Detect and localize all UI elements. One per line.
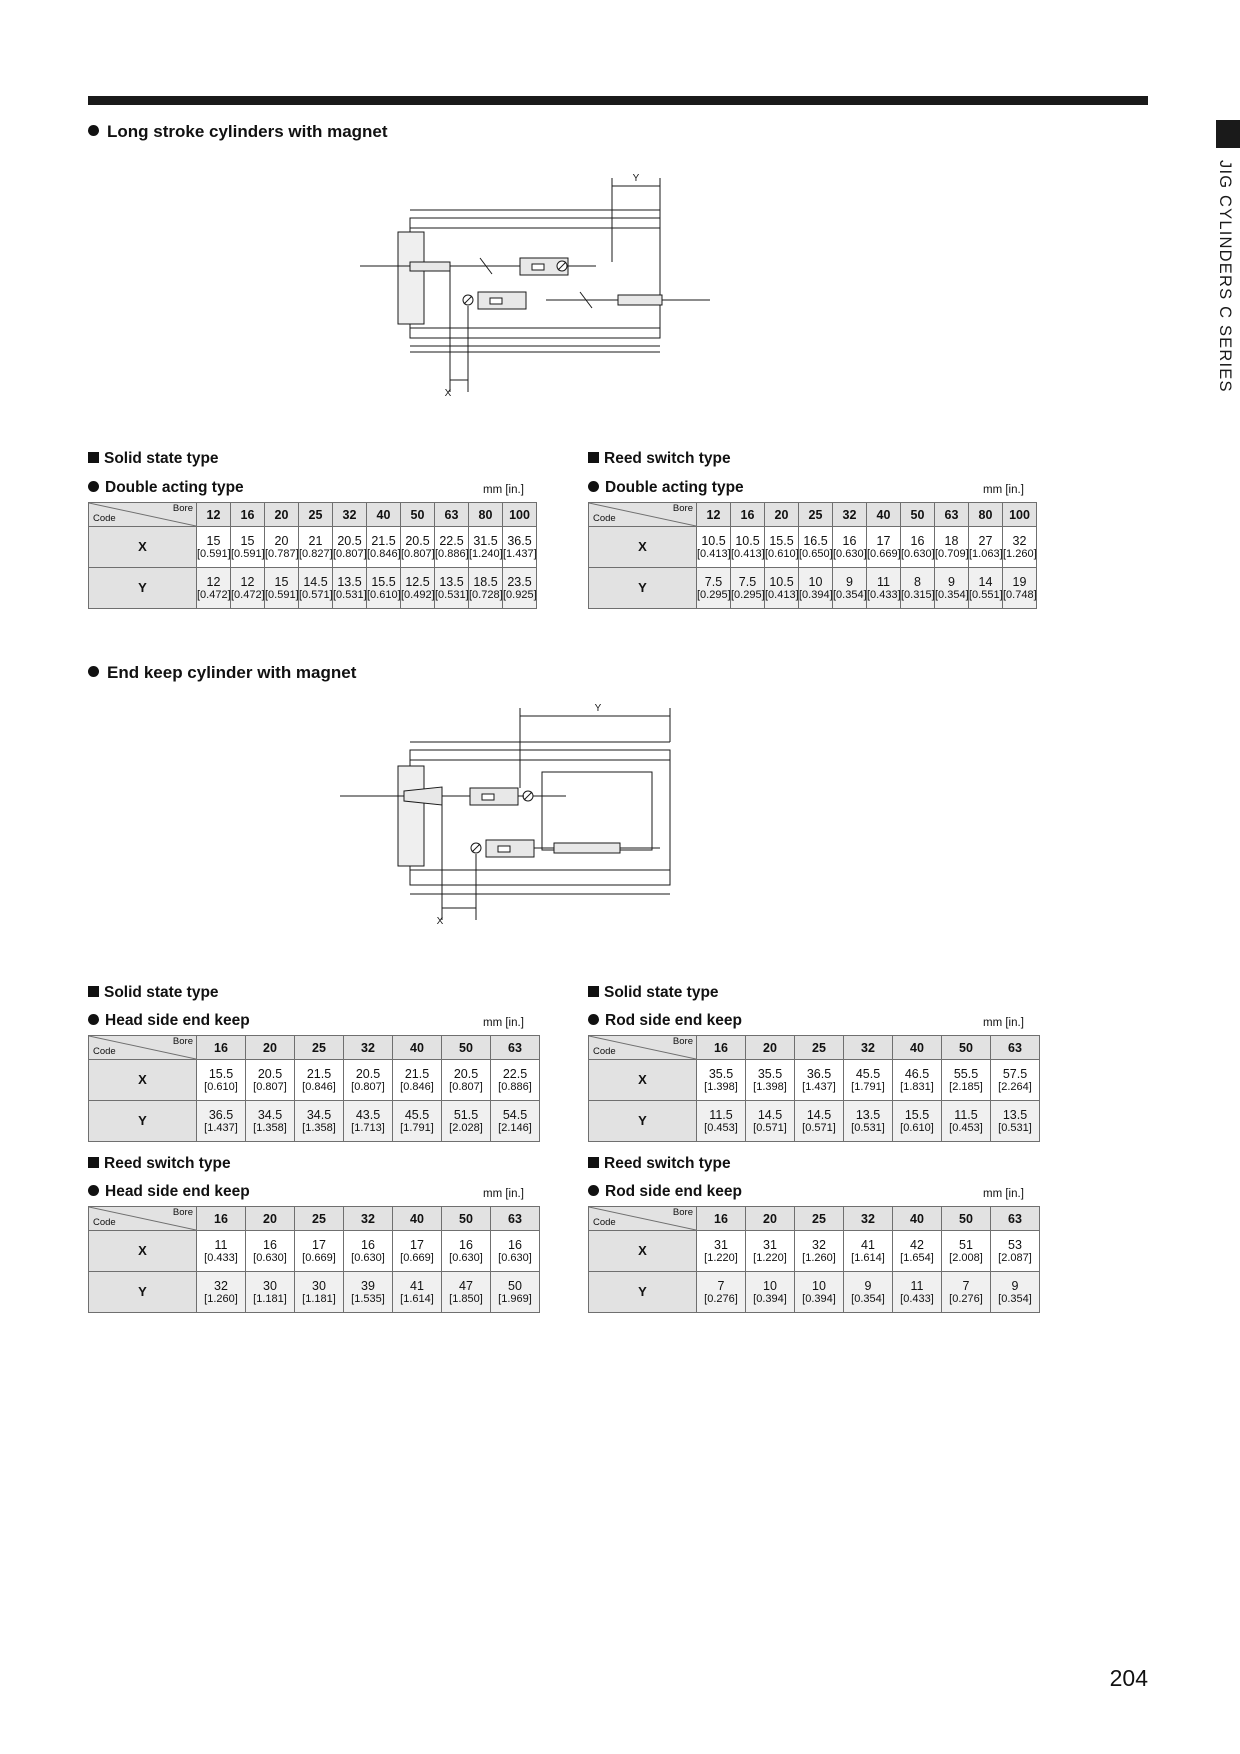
bore-header: 50 <box>401 503 435 527</box>
section-2-title: End keep cylinder with magnet <box>88 663 356 683</box>
value-cell: 35.5 [1.398] <box>746 1060 795 1101</box>
section-1-title: Long stroke cylinders with magnet <box>88 122 388 142</box>
value-cell: 11 [0.433] <box>867 568 901 609</box>
code-label: Code <box>593 1217 616 1229</box>
square-bullet-icon <box>88 1157 99 1168</box>
value-cell: 31.5 [1.240] <box>469 527 503 568</box>
value-cell: 20.5 [0.807] <box>401 527 435 568</box>
value-cell: 16 [0.630] <box>901 527 935 568</box>
value-cell: 9 [0.354] <box>935 568 969 609</box>
value-cell: 7.5 [0.295] <box>697 568 731 609</box>
bore-header: 40 <box>393 1207 442 1231</box>
bore-label: Bore <box>672 1207 693 1218</box>
value-cell: 21.5 [0.846] <box>367 527 401 568</box>
row-code: X <box>589 1060 697 1101</box>
code-label: Code <box>93 1046 116 1058</box>
bore-header: 20 <box>265 503 299 527</box>
value-cell: 8 [0.315] <box>901 568 935 609</box>
table-row <box>89 1060 540 1101</box>
value-cell: 10.5 [0.413] <box>731 527 765 568</box>
value-cell: 16.5 [0.650] <box>799 527 833 568</box>
value-cell: 10.5 [0.413] <box>697 527 731 568</box>
bore-header: 40 <box>367 503 401 527</box>
side-tab-label: JIG CYLINDERS C SERIES <box>1216 160 1234 393</box>
value-cell: 30 [1.181] <box>246 1272 295 1313</box>
value-cell: 16 [0.630] <box>833 527 867 568</box>
value-cell: 12 [0.472] <box>197 568 231 609</box>
bore-header: 63 <box>491 1036 540 1060</box>
value-cell: 11 [0.433] <box>893 1272 942 1313</box>
s1-t1-action-label: Double acting type <box>88 479 244 497</box>
value-cell: 15.5 [0.610] <box>765 527 799 568</box>
value-cell: 27 [1.063] <box>969 527 1003 568</box>
value-cell: 21.5 [0.846] <box>393 1060 442 1101</box>
value-cell: 36.5 [1.437] <box>197 1101 246 1142</box>
value-cell: 10 [0.394] <box>746 1272 795 1313</box>
table-row <box>589 1272 1040 1313</box>
value-cell: 34.5 [1.358] <box>246 1101 295 1142</box>
value-cell: 11.5 [0.453] <box>942 1101 991 1142</box>
s2-t3-unit: mm [in.] <box>483 1188 524 1200</box>
value-cell: 51 [2.008] <box>942 1231 991 1272</box>
value-cell: 18 [0.709] <box>935 527 969 568</box>
header-rule <box>88 96 1148 105</box>
table-row <box>89 568 537 609</box>
table-row <box>89 1272 540 1313</box>
value-cell: 47 [1.850] <box>442 1272 491 1313</box>
s2-t1-unit: mm [in.] <box>483 1017 524 1029</box>
bore-header: 16 <box>697 1036 746 1060</box>
value-cell: 15 [0.591] <box>265 568 299 609</box>
table-row <box>589 1231 1040 1272</box>
bore-header: 25 <box>799 503 833 527</box>
value-cell: 12.5 [0.492] <box>401 568 435 609</box>
bore-label: Bore <box>172 1207 193 1218</box>
square-bullet-icon <box>588 1157 599 1168</box>
bullet-icon <box>88 1014 99 1025</box>
value-cell: 54.5 [2.146] <box>491 1101 540 1142</box>
bore-header: 25 <box>795 1207 844 1231</box>
bore-label: Bore <box>672 1036 693 1047</box>
side-tab-marker <box>1216 120 1240 148</box>
value-cell: 42 [1.654] <box>893 1231 942 1272</box>
bore-header: 20 <box>746 1207 795 1231</box>
value-cell: 45.5 [1.791] <box>844 1060 893 1101</box>
row-code: Y <box>89 1101 197 1142</box>
dim-label-y: Y <box>594 703 602 714</box>
value-cell: 17 [0.669] <box>393 1231 442 1272</box>
bore-header: 80 <box>469 503 503 527</box>
bore-header: 32 <box>333 503 367 527</box>
s1-t1-unit: mm [in.] <box>483 484 524 496</box>
value-cell: 15 [0.591] <box>197 527 231 568</box>
value-cell: 16 [0.630] <box>491 1231 540 1272</box>
row-code: Y <box>589 568 697 609</box>
bore-header: 50 <box>442 1036 491 1060</box>
value-cell: 11 [0.433] <box>197 1231 246 1272</box>
value-cell: 14.5 [0.571] <box>795 1101 844 1142</box>
value-cell: 16 [0.630] <box>246 1231 295 1272</box>
bore-header: 25 <box>295 1036 344 1060</box>
bore-header: 63 <box>991 1036 1040 1060</box>
value-cell: 21.5 [0.846] <box>295 1060 344 1101</box>
table-row <box>589 527 1037 568</box>
bullet-icon <box>88 125 99 136</box>
s2-table-solid-head <box>88 1035 540 1142</box>
value-cell: 7.5 [0.295] <box>731 568 765 609</box>
bore-label: Bore <box>172 503 193 514</box>
bore-header: 20 <box>765 503 799 527</box>
code-label: Code <box>93 1217 116 1229</box>
square-bullet-icon <box>588 452 599 463</box>
bullet-icon <box>88 481 99 492</box>
bore-header: 20 <box>246 1036 295 1060</box>
bore-header: 32 <box>844 1036 893 1060</box>
row-code: X <box>89 1231 197 1272</box>
bore-header: 25 <box>295 1207 344 1231</box>
s1-t2-type-label: Reed switch type <box>588 450 731 468</box>
code-bore-corner <box>589 503 697 527</box>
bore-header: 16 <box>731 503 765 527</box>
value-cell: 36.5 [1.437] <box>503 527 537 568</box>
value-cell: 9 [0.354] <box>844 1272 893 1313</box>
value-cell: 35.5 [1.398] <box>697 1060 746 1101</box>
bullet-icon <box>588 1014 599 1025</box>
dim-label-x: X <box>436 916 444 927</box>
row-code: Y <box>89 1272 197 1313</box>
table-row <box>589 568 1037 609</box>
bore-header: 32 <box>844 1207 893 1231</box>
code-label: Code <box>593 513 616 525</box>
code-bore-corner <box>89 1036 197 1060</box>
bore-header: 20 <box>746 1036 795 1060</box>
value-cell: 32 [1.260] <box>1003 527 1037 568</box>
value-cell: 50 [1.969] <box>491 1272 540 1313</box>
value-cell: 18.5 [0.728] <box>469 568 503 609</box>
value-cell: 23.5 [0.925] <box>503 568 537 609</box>
bore-header: 16 <box>197 1207 246 1231</box>
bullet-icon <box>88 666 99 677</box>
value-cell: 9 [0.354] <box>991 1272 1040 1313</box>
value-cell: 15 [0.591] <box>231 527 265 568</box>
value-cell: 32 [1.260] <box>795 1231 844 1272</box>
value-cell: 22.5 [0.886] <box>435 527 469 568</box>
value-cell: 10 [0.394] <box>795 1272 844 1313</box>
bullet-icon <box>588 481 599 492</box>
value-cell: 16 [0.630] <box>344 1231 393 1272</box>
value-cell: 13.5 [0.531] <box>435 568 469 609</box>
s2-table-reed-rod <box>588 1206 1040 1313</box>
value-cell: 41 [1.614] <box>393 1272 442 1313</box>
row-code: X <box>89 1060 197 1101</box>
value-cell: 12 [0.472] <box>231 568 265 609</box>
s2-t1-action-label: Head side end keep <box>88 1012 250 1030</box>
code-bore-corner <box>89 503 197 527</box>
value-cell: 41 [1.614] <box>844 1231 893 1272</box>
table-row <box>589 1101 1040 1142</box>
s2-t1-type-label: Solid state type <box>88 984 219 1002</box>
row-code: X <box>89 527 197 568</box>
value-cell: 31 [1.220] <box>746 1231 795 1272</box>
value-cell: 20 [0.787] <box>265 527 299 568</box>
s2-t4-type-label: Reed switch type <box>588 1155 731 1173</box>
row-code: Y <box>89 568 197 609</box>
s2-t3-action-label: Head side end keep <box>88 1183 250 1201</box>
value-cell: 14 [0.551] <box>969 568 1003 609</box>
value-cell: 14.5 [0.571] <box>746 1101 795 1142</box>
bore-header: 16 <box>231 503 265 527</box>
row-code: Y <box>589 1272 697 1313</box>
bore-header: 100 <box>503 503 537 527</box>
bore-label: Bore <box>172 1036 193 1047</box>
value-cell: 43.5 [1.713] <box>344 1101 393 1142</box>
value-cell: 15.5 [0.610] <box>367 568 401 609</box>
table-row <box>89 527 537 568</box>
bore-header: 32 <box>833 503 867 527</box>
code-bore-corner <box>589 1207 697 1231</box>
value-cell: 36.5 [1.437] <box>795 1060 844 1101</box>
bore-header: 63 <box>991 1207 1040 1231</box>
square-bullet-icon <box>88 986 99 997</box>
bore-header: 40 <box>893 1207 942 1231</box>
code-bore-corner <box>589 1036 697 1060</box>
bore-header: 12 <box>197 503 231 527</box>
s2-t3-type-label: Reed switch type <box>88 1155 231 1173</box>
square-bullet-icon <box>588 986 599 997</box>
square-bullet-icon <box>88 452 99 463</box>
table-row <box>589 1060 1040 1101</box>
s2-t2-unit: mm [in.] <box>983 1017 1024 1029</box>
value-cell: 57.5 [2.264] <box>991 1060 1040 1101</box>
row-code: X <box>589 527 697 568</box>
value-cell: 45.5 [1.791] <box>393 1101 442 1142</box>
bore-header: 40 <box>393 1036 442 1060</box>
value-cell: 20.5 [0.807] <box>333 527 367 568</box>
value-cell: 16 [0.630] <box>442 1231 491 1272</box>
bore-header: 63 <box>491 1207 540 1231</box>
bore-header: 100 <box>1003 503 1037 527</box>
value-cell: 51.5 [2.028] <box>442 1101 491 1142</box>
row-code: X <box>589 1231 697 1272</box>
bore-header: 32 <box>344 1036 393 1060</box>
value-cell: 11.5 [0.453] <box>697 1101 746 1142</box>
value-cell: 21 [0.827] <box>299 527 333 568</box>
value-cell: 15.5 [0.610] <box>197 1060 246 1101</box>
dim-label-x: X <box>444 388 452 399</box>
table-row <box>89 1101 540 1142</box>
code-label: Code <box>93 513 116 525</box>
s2-table-solid-rod <box>588 1035 1040 1142</box>
s2-t4-action-label: Rod side end keep <box>588 1183 742 1201</box>
value-cell: 7 [0.276] <box>942 1272 991 1313</box>
value-cell: 30 [1.181] <box>295 1272 344 1313</box>
value-cell: 32 [1.260] <box>197 1272 246 1313</box>
end-keep-cylinder-drawing <box>330 700 800 940</box>
dim-label-y: Y <box>632 173 640 184</box>
bore-header: 40 <box>893 1036 942 1060</box>
value-cell: 55.5 [2.185] <box>942 1060 991 1101</box>
s2-table-reed-head <box>88 1206 540 1313</box>
bore-header: 20 <box>246 1207 295 1231</box>
value-cell: 46.5 [1.831] <box>893 1060 942 1101</box>
bore-header: 63 <box>935 503 969 527</box>
bore-header: 16 <box>197 1036 246 1060</box>
value-cell: 13.5 [0.531] <box>844 1101 893 1142</box>
page-number: 204 <box>1109 1665 1148 1691</box>
value-cell: 17 [0.669] <box>295 1231 344 1272</box>
row-code: Y <box>589 1101 697 1142</box>
s1-t2-unit: mm [in.] <box>983 484 1024 496</box>
s2-t2-type-label: Solid state type <box>588 984 719 1002</box>
bullet-icon <box>588 1185 599 1196</box>
long-stroke-cylinder-drawing <box>350 170 830 410</box>
bore-header: 40 <box>867 503 901 527</box>
bore-header: 63 <box>435 503 469 527</box>
bore-header: 25 <box>299 503 333 527</box>
bore-header: 25 <box>795 1036 844 1060</box>
s1-t1-type-label: Solid state type <box>88 450 219 468</box>
value-cell: 10.5 [0.413] <box>765 568 799 609</box>
value-cell: 13.5 [0.531] <box>991 1101 1040 1142</box>
bore-header: 50 <box>442 1207 491 1231</box>
s2-t2-action-label: Rod side end keep <box>588 1012 742 1030</box>
value-cell: 9 [0.354] <box>833 568 867 609</box>
bore-label: Bore <box>672 503 693 514</box>
bore-header: 32 <box>344 1207 393 1231</box>
bore-header: 16 <box>697 1207 746 1231</box>
code-label: Code <box>593 1046 616 1058</box>
value-cell: 19 [0.748] <box>1003 568 1037 609</box>
bore-header: 50 <box>942 1036 991 1060</box>
value-cell: 10 [0.394] <box>799 568 833 609</box>
value-cell: 20.5 [0.807] <box>246 1060 295 1101</box>
value-cell: 39 [1.535] <box>344 1272 393 1313</box>
value-cell: 15.5 [0.610] <box>893 1101 942 1142</box>
s1-table-solid-double <box>88 502 537 609</box>
bore-header: 50 <box>942 1207 991 1231</box>
bore-header: 12 <box>697 503 731 527</box>
value-cell: 14.5 [0.571] <box>299 568 333 609</box>
value-cell: 20.5 [0.807] <box>442 1060 491 1101</box>
bullet-icon <box>88 1185 99 1196</box>
value-cell: 7 [0.276] <box>697 1272 746 1313</box>
s2-t4-unit: mm [in.] <box>983 1188 1024 1200</box>
code-bore-corner <box>89 1207 197 1231</box>
bore-header: 50 <box>901 503 935 527</box>
value-cell: 53 [2.087] <box>991 1231 1040 1272</box>
value-cell: 17 [0.669] <box>867 527 901 568</box>
value-cell: 22.5 [0.886] <box>491 1060 540 1101</box>
table-row <box>89 1231 540 1272</box>
s1-t2-action-label: Double acting type <box>588 479 744 497</box>
value-cell: 31 [1.220] <box>697 1231 746 1272</box>
value-cell: 13.5 [0.531] <box>333 568 367 609</box>
value-cell: 34.5 [1.358] <box>295 1101 344 1142</box>
bore-header: 80 <box>969 503 1003 527</box>
value-cell: 20.5 [0.807] <box>344 1060 393 1101</box>
s1-table-reed-double <box>588 502 1037 609</box>
